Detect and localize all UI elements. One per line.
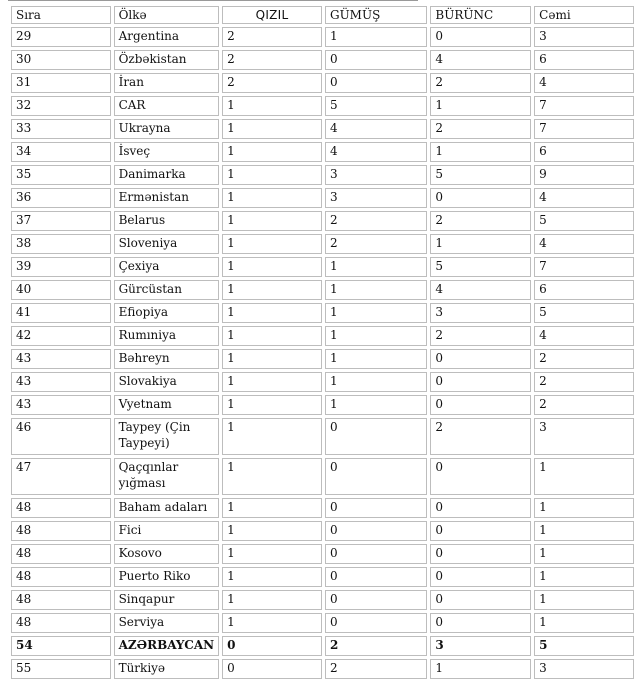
cell-rank: 48 — [11, 498, 111, 518]
cell-gold: 1 — [222, 303, 322, 323]
table-row — [11, 590, 634, 610]
table-row — [11, 349, 634, 369]
cell-silver: 0 — [325, 50, 427, 70]
cell-bronze: 1 — [430, 142, 531, 162]
cell-rank: 39 — [11, 257, 111, 277]
cell-silver: 0 — [325, 498, 427, 518]
cell-silver: 1 — [325, 257, 427, 277]
cell-silver: 4 — [325, 142, 427, 162]
cell-country: AZƏRBAYCAN — [114, 636, 220, 656]
cell-total: 2 — [534, 395, 634, 415]
cell-silver: 0 — [325, 590, 427, 610]
cell-country: Belarus — [114, 211, 220, 231]
cell-silver: 2 — [325, 234, 427, 254]
cell-silver: 0 — [325, 458, 427, 495]
cell-gold: 1 — [222, 211, 322, 231]
table-row — [11, 498, 634, 518]
cell-gold: 0 — [222, 636, 322, 656]
cell-silver: 1 — [325, 27, 427, 47]
cell-bronze: 5 — [430, 257, 531, 277]
cell-total: 1 — [534, 613, 634, 633]
cell-bronze: 0 — [430, 521, 531, 541]
cell-rank: 47 — [11, 458, 111, 495]
cell-country: Fici — [114, 521, 220, 541]
cell-total: 9 — [534, 165, 634, 185]
cell-bronze: 5 — [430, 165, 531, 185]
cell-bronze: 1 — [430, 659, 531, 679]
cell-bronze: 0 — [430, 590, 531, 610]
cell-bronze: 1 — [430, 234, 531, 254]
cell-country: Bəhreyn — [114, 349, 220, 369]
cell-gold: 1 — [222, 96, 322, 116]
cell-country: Kosovo — [114, 544, 220, 564]
cell-rank: 42 — [11, 326, 111, 346]
cell-gold: 2 — [222, 73, 322, 93]
cell-rank: 48 — [11, 544, 111, 564]
table-row — [11, 211, 634, 231]
cell-silver: 1 — [325, 372, 427, 392]
cell-country: Gürcüstan — [114, 280, 220, 300]
cell-total: 1 — [534, 590, 634, 610]
cell-country: Sloveniya — [114, 234, 220, 254]
cell-bronze: 1 — [430, 96, 531, 116]
cell-bronze: 0 — [430, 567, 531, 587]
cell-silver: 2 — [325, 636, 427, 656]
cell-silver: 1 — [325, 280, 427, 300]
cell-country: Qaçqınlar yığması — [114, 458, 220, 495]
cell-gold: 1 — [222, 257, 322, 277]
table-row — [11, 119, 634, 139]
cell-total: 6 — [534, 142, 634, 162]
cell-silver: 0 — [325, 418, 427, 455]
cell-rank: 43 — [11, 349, 111, 369]
cell-rank: 37 — [11, 211, 111, 231]
cell-rank: 30 — [11, 50, 111, 70]
cell-bronze: 0 — [430, 188, 531, 208]
table-row — [11, 142, 634, 162]
cell-gold: 2 — [222, 50, 322, 70]
cell-gold: 0 — [222, 659, 322, 679]
cell-country: Baham adaları — [114, 498, 220, 518]
cell-total: 2 — [534, 372, 634, 392]
cell-rank: 41 — [11, 303, 111, 323]
cell-total: 4 — [534, 73, 634, 93]
cell-bronze: 0 — [430, 27, 531, 47]
cell-gold: 1 — [222, 165, 322, 185]
cell-rank: 34 — [11, 142, 111, 162]
cell-silver: 3 — [325, 188, 427, 208]
table-row — [11, 165, 634, 185]
cell-country: Taypey (Çin Taypeyi) — [114, 418, 220, 455]
cell-country: Slovakiya — [114, 372, 220, 392]
cell-silver: 1 — [325, 303, 427, 323]
cell-total: 7 — [534, 257, 634, 277]
header-country: Ölkə — [114, 6, 220, 24]
cell-bronze: 0 — [430, 458, 531, 495]
cell-rank: 46 — [11, 418, 111, 455]
cell-silver: 1 — [325, 395, 427, 415]
cell-rank: 36 — [11, 188, 111, 208]
cell-country: Sinqapur — [114, 590, 220, 610]
cell-rank: 40 — [11, 280, 111, 300]
header-row — [11, 6, 634, 24]
cell-rank: 48 — [11, 521, 111, 541]
cell-gold: 1 — [222, 498, 322, 518]
header-rank: Sıra — [11, 6, 111, 24]
cell-country: Rumıniya — [114, 326, 220, 346]
cell-rank: 33 — [11, 119, 111, 139]
cell-gold: 1 — [222, 458, 322, 495]
cell-bronze: 0 — [430, 498, 531, 518]
header-silver: GÜMÜŞ — [325, 6, 427, 24]
table-row — [11, 50, 634, 70]
cell-rank: 48 — [11, 567, 111, 587]
cell-total: 3 — [534, 27, 634, 47]
cell-gold: 1 — [222, 326, 322, 346]
cell-bronze: 0 — [430, 349, 531, 369]
header-total: Cəmi — [534, 6, 634, 24]
cell-bronze: 4 — [430, 50, 531, 70]
cell-silver: 1 — [325, 349, 427, 369]
table-row — [11, 613, 634, 633]
cell-gold: 2 — [222, 27, 322, 47]
cell-total: 5 — [534, 303, 634, 323]
table-row — [11, 326, 634, 346]
cell-bronze: 0 — [430, 395, 531, 415]
table-row — [11, 636, 634, 656]
table-row — [11, 395, 634, 415]
cell-rank: 55 — [11, 659, 111, 679]
cell-gold: 1 — [222, 418, 322, 455]
cell-country: Puerto Riko — [114, 567, 220, 587]
cell-total: 1 — [534, 521, 634, 541]
cell-silver: 0 — [325, 544, 427, 564]
cell-country: Serviya — [114, 613, 220, 633]
cell-bronze: 2 — [430, 418, 531, 455]
cell-total: 3 — [534, 659, 634, 679]
table-row — [11, 257, 634, 277]
table-row — [11, 280, 634, 300]
table-row — [11, 567, 634, 587]
cell-country: İsveç — [114, 142, 220, 162]
cell-silver: 4 — [325, 119, 427, 139]
cell-gold: 1 — [222, 188, 322, 208]
table-row — [11, 27, 634, 47]
cell-silver: 0 — [325, 567, 427, 587]
cell-gold: 1 — [222, 234, 322, 254]
cell-bronze: 2 — [430, 73, 531, 93]
header-gold: QIZIL — [222, 6, 322, 24]
cell-bronze: 0 — [430, 372, 531, 392]
cell-rank: 43 — [11, 395, 111, 415]
cell-gold: 1 — [222, 372, 322, 392]
cell-rank: 32 — [11, 96, 111, 116]
table-row — [11, 458, 634, 495]
cell-country: Efiopiya — [114, 303, 220, 323]
cell-country: Çexiya — [114, 257, 220, 277]
table-row — [11, 188, 634, 208]
cell-country: Argentina — [114, 27, 220, 47]
cell-rank: 38 — [11, 234, 111, 254]
cell-rank: 29 — [11, 27, 111, 47]
cell-total: 2 — [534, 349, 634, 369]
cell-silver: 0 — [325, 521, 427, 541]
cell-total: 3 — [534, 418, 634, 455]
cell-total: 6 — [534, 50, 634, 70]
cell-country: Ermənistan — [114, 188, 220, 208]
cell-rank: 48 — [11, 590, 111, 610]
cell-silver: 2 — [325, 211, 427, 231]
cell-bronze: 3 — [430, 636, 531, 656]
cell-country: İran — [114, 73, 220, 93]
table-row — [11, 418, 634, 455]
cell-gold: 1 — [222, 613, 322, 633]
cell-country: Özbəkistan — [114, 50, 220, 70]
cell-total: 4 — [534, 234, 634, 254]
cell-country: Danimarka — [114, 165, 220, 185]
cell-total: 7 — [534, 96, 634, 116]
cell-total: 1 — [534, 458, 634, 495]
cell-gold: 1 — [222, 567, 322, 587]
cell-total: 4 — [534, 326, 634, 346]
cell-total: 5 — [534, 636, 634, 656]
cell-total: 4 — [534, 188, 634, 208]
cell-silver: 0 — [325, 613, 427, 633]
cell-silver: 1 — [325, 326, 427, 346]
cell-total: 6 — [534, 280, 634, 300]
cell-total: 1 — [534, 544, 634, 564]
cell-gold: 1 — [222, 521, 322, 541]
cell-rank: 35 — [11, 165, 111, 185]
cell-bronze: 3 — [430, 303, 531, 323]
table-row — [11, 544, 634, 564]
cell-gold: 1 — [222, 544, 322, 564]
cell-rank: 43 — [11, 372, 111, 392]
cell-rank: 31 — [11, 73, 111, 93]
cell-gold: 1 — [222, 590, 322, 610]
cell-country: Vyetnam — [114, 395, 220, 415]
cell-gold: 1 — [222, 349, 322, 369]
cell-total: 1 — [534, 498, 634, 518]
header-bronze: BÜRÜNC — [430, 6, 531, 24]
cell-rank: 54 — [11, 636, 111, 656]
cell-gold: 1 — [222, 142, 322, 162]
table-row — [11, 96, 634, 116]
cell-silver: 3 — [325, 165, 427, 185]
cell-bronze: 2 — [430, 119, 531, 139]
medal-table — [8, 3, 637, 682]
table-row — [11, 521, 634, 541]
cell-bronze: 2 — [430, 326, 531, 346]
cell-rank: 48 — [11, 613, 111, 633]
cell-country: CAR — [114, 96, 220, 116]
cell-gold: 1 — [222, 119, 322, 139]
cell-total: 1 — [534, 567, 634, 587]
cell-bronze: 4 — [430, 280, 531, 300]
cell-country: Ukrayna — [114, 119, 220, 139]
table-row — [11, 234, 634, 254]
cell-silver: 5 — [325, 96, 427, 116]
cell-bronze: 0 — [430, 613, 531, 633]
cell-silver: 0 — [325, 73, 427, 93]
cell-bronze: 0 — [430, 544, 531, 564]
table-row — [11, 303, 634, 323]
table-row — [11, 73, 634, 93]
cell-total: 5 — [534, 211, 634, 231]
cell-gold: 1 — [222, 395, 322, 415]
cell-country: Türkiyə — [114, 659, 220, 679]
table-row — [11, 372, 634, 392]
cell-total: 7 — [534, 119, 634, 139]
cell-gold: 1 — [222, 280, 322, 300]
cell-silver: 2 — [325, 659, 427, 679]
cell-bronze: 2 — [430, 211, 531, 231]
table-row — [11, 659, 634, 679]
